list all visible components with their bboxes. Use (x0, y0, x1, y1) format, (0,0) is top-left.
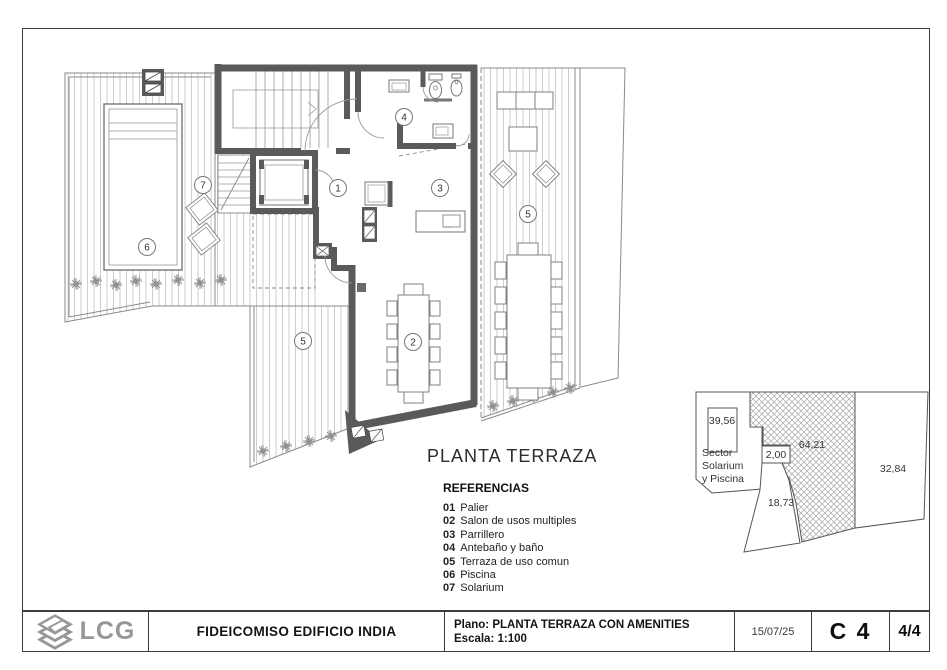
keyplan-area-right: 32,84 (879, 463, 907, 475)
references-block (443, 481, 576, 596)
svg-text:5: 5 (300, 336, 306, 348)
key-plan (696, 392, 928, 552)
room-label-4 (396, 109, 413, 126)
plano-cell (444, 612, 734, 651)
keyplan-area-hatched: 64,21 (798, 439, 826, 451)
reference-item: 01 Palier (443, 502, 489, 514)
room-label-6 (139, 239, 156, 256)
svg-text:4: 4 (401, 112, 407, 124)
room-label-7 (195, 177, 212, 194)
svg-text:5: 5 (525, 209, 531, 221)
svg-text:7: 7 (200, 180, 206, 192)
svg-text:3: 3 (437, 183, 443, 195)
keyplan-sector-line3: y Piscina (702, 473, 745, 485)
references-heading: REFERENCIAS (443, 481, 530, 495)
keyplan-area-solarium: 39,56 (708, 415, 736, 427)
reference-item: 06 Piscina (443, 569, 496, 582)
exterior-stair (218, 155, 252, 213)
lcg-logo-icon (36, 614, 74, 650)
pool-ladder-icon (142, 69, 164, 96)
escala-line: Escala: 1:100 (454, 632, 527, 645)
project-name: FIDEICOMISO EDIFICIO INDIA (148, 612, 444, 651)
logo-cell (23, 612, 148, 651)
svg-text:6: 6 (144, 242, 150, 254)
sheet-page: 4/4 (889, 612, 929, 651)
room-label-1 (330, 180, 347, 197)
date-cell: 15/07/25 (734, 612, 811, 651)
logo-text: LCG (79, 617, 136, 645)
reference-item: 04 Antebaño y baño (443, 542, 544, 555)
elevator (253, 153, 315, 211)
reference-item: 05 Terraza de uso comun (443, 555, 570, 568)
keyplan-sector-line2: Solarium (702, 460, 744, 472)
keyplan-sector-line1: Sector (702, 447, 733, 459)
keyplan-area-bottom: 18,73 (767, 497, 795, 509)
reference-item: 02 Salon de usos multiples (443, 515, 577, 528)
sheet-code: C 4 (811, 612, 889, 651)
reference-item: 07 Solarium (443, 582, 504, 595)
room-label-2 (405, 334, 422, 351)
svg-text:2: 2 (410, 337, 416, 349)
svg-text:1: 1 (335, 183, 341, 195)
room-label-5a (520, 206, 537, 223)
room-label-3 (432, 180, 449, 197)
cupboard (365, 182, 388, 205)
title-block (22, 611, 930, 652)
plano-line: Plano: PLANTA TERRAZA CON AMENITIES (454, 618, 690, 631)
grill-counter (416, 211, 465, 232)
reference-item: 03 Parrillero (443, 528, 505, 541)
plan-title: PLANTA TERRAZA (427, 446, 598, 466)
room-label-5b (295, 333, 312, 350)
keyplan-area-small: 2,00 (765, 449, 787, 461)
